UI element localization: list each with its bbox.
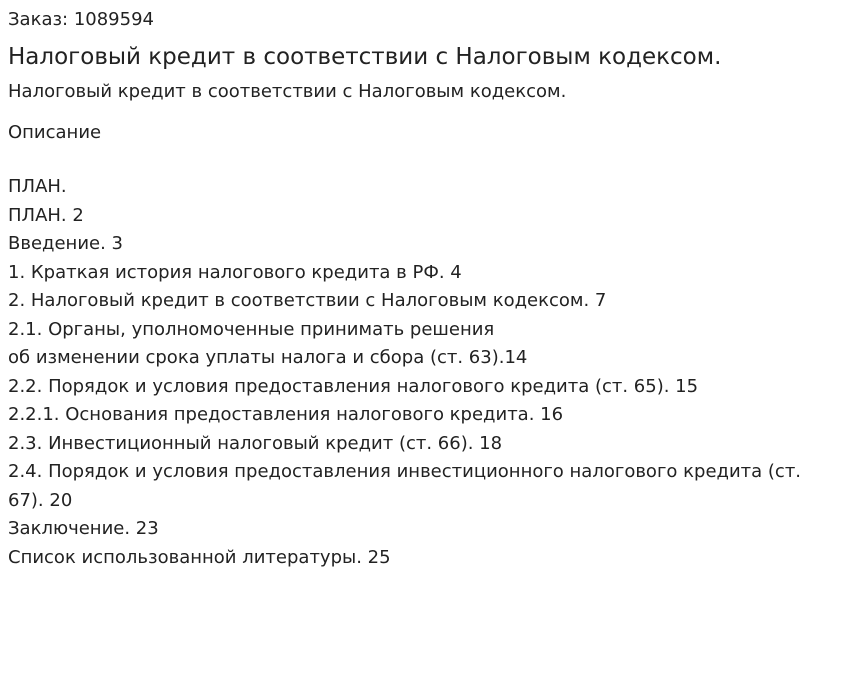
toc-item: ПЛАН. 2 [8,204,84,226]
table-of-contents [8,173,839,572]
page-subtitle: Налоговый кредит в соответствии с Налоговым кодексом. [8,81,567,102]
page-title: Налоговый кредит в соответствии с Налоговым кодексом. [8,44,722,70]
order-number: Заказ: 1089594 [8,9,154,30]
toc-item: Заключение. 23 [8,518,159,539]
toc-item: об изменении срока уплаты налога и сбора (ст. 63).14 [8,347,528,368]
toc-item: 2.4. Порядок и условия предоставления инвестиционного налогового кредита (ст. 67). 20 [8,461,802,511]
toc-item: 2.3. Инвестиционный налоговый кредит (ст. 66). 18 [8,432,503,454]
toc-item: 1. Краткая история налогового кредита в РФ. 4 [8,261,462,283]
toc-item: 2.1. Органы, уполномоченные принимать решения [8,318,495,340]
toc-item: 2. Налоговый кредит в соответствии с Налоговым кодексом. 7 [8,290,607,311]
description-label: Описание [8,122,102,143]
toc-item: 2.2.1. Основания предоставления налогового кредита. 16 [8,404,564,425]
toc-item: ПЛАН. [8,176,67,197]
toc-item: Введение. 3 [8,233,123,254]
toc-item: Список использованной литературы. 25 [8,546,391,568]
toc-item: 2.2. Порядок и условия предоставления налогового кредита (ст. 65). 15 [8,375,699,397]
